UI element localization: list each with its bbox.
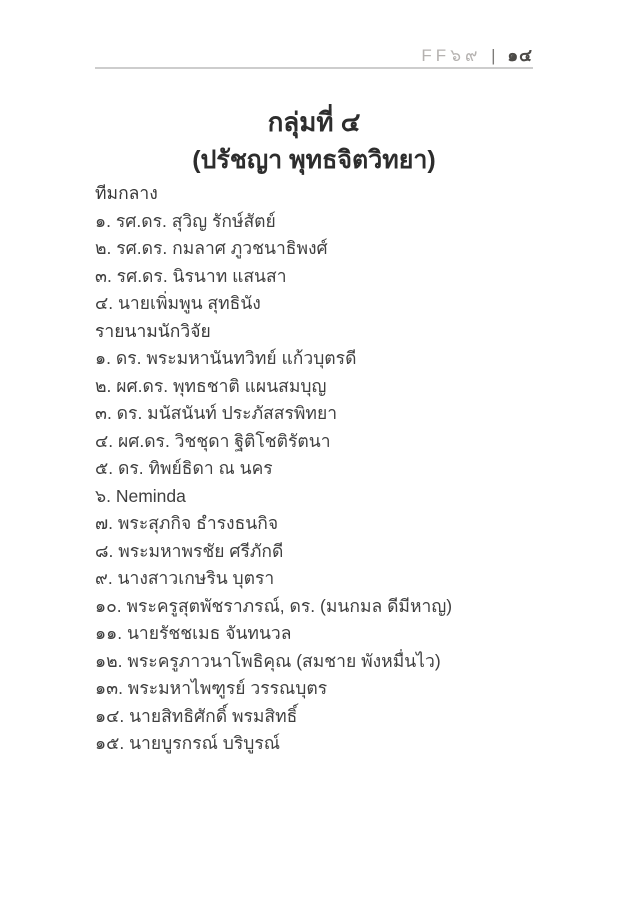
list-item: ๕. ดร. ทิพย์ธิดา ณ นคร (95, 458, 273, 478)
list-item: ๔. ผศ.ดร. วิชชุดา ฐิติโชติรัตนา (95, 430, 331, 451)
header-code: FF๖๙ (421, 46, 482, 65)
list-item: ๑. รศ.ดร. สุวิญ รักษ์สัตย์ (95, 210, 276, 231)
page-title: กลุ่มที่ ๔ (267, 107, 361, 137)
name-list (95, 180, 533, 758)
page-subtitle: (ปรัชญา พุทธจิตวิทยา) (192, 146, 436, 174)
list-item: ๓. รศ.ดร. นิรนาท แสนสา (95, 265, 287, 286)
list-item: ๘. พระมหาพรชัย ศรีภักดี (95, 540, 284, 561)
list-item: ๑๓. พระมหาไพฑูรย์ วรรณบุตร (95, 678, 328, 698)
header-separator: | (491, 46, 496, 65)
list-item: ๑๐. พระครูสุตพัชราภรณ์, ดร. (มนกมล ดีมีหาญ) (95, 595, 453, 616)
page-number: ๑๔ (507, 46, 533, 65)
list-item: ๙. นางสาวเกษริน บุตรา (95, 568, 275, 588)
running-header (95, 42, 533, 69)
list-item: ๑๑. นายรัชชเมธ จันทนวล (95, 623, 292, 643)
list-item: ๑๒. พระครูภาวนาโพธิคุณ (สมชาย พังหมื่นไว) (95, 650, 441, 671)
list-item: ๔. นายเพิ่มพูน สุทธินัง (95, 293, 261, 313)
title-block (95, 103, 533, 179)
list-item: ๒. ผศ.ดร. พุทธชาติ แผนสมบุญ (95, 375, 327, 396)
list-item: ๓. ดร. มนัสนันท์ ประภัสสรพิทยา (95, 403, 338, 423)
list-item: ๑๕. นายบูรกรณ์ บริบูรณ์ (95, 733, 280, 753)
list-item: ๑๔. นายสิทธิศักดิ์ พรมสิทธิ์ (95, 705, 298, 726)
list-item: ๑. ดร. พระมหานันทวิทย์ แก้วบุตรดี (95, 348, 357, 368)
list-item: ๗. พระสุภกิจ ธำรงธนกิจ (95, 513, 279, 533)
section-heading-central-team: ทีมกลาง (95, 183, 158, 203)
header-divider (95, 67, 533, 69)
section-heading-researchers: รายนามนักวิจัย (95, 320, 211, 341)
list-item: ๖. Neminda (95, 485, 186, 506)
list-item: ๒. รศ.ดร. กมลาศ ภูวชนาธิพงศ์ (95, 238, 328, 258)
